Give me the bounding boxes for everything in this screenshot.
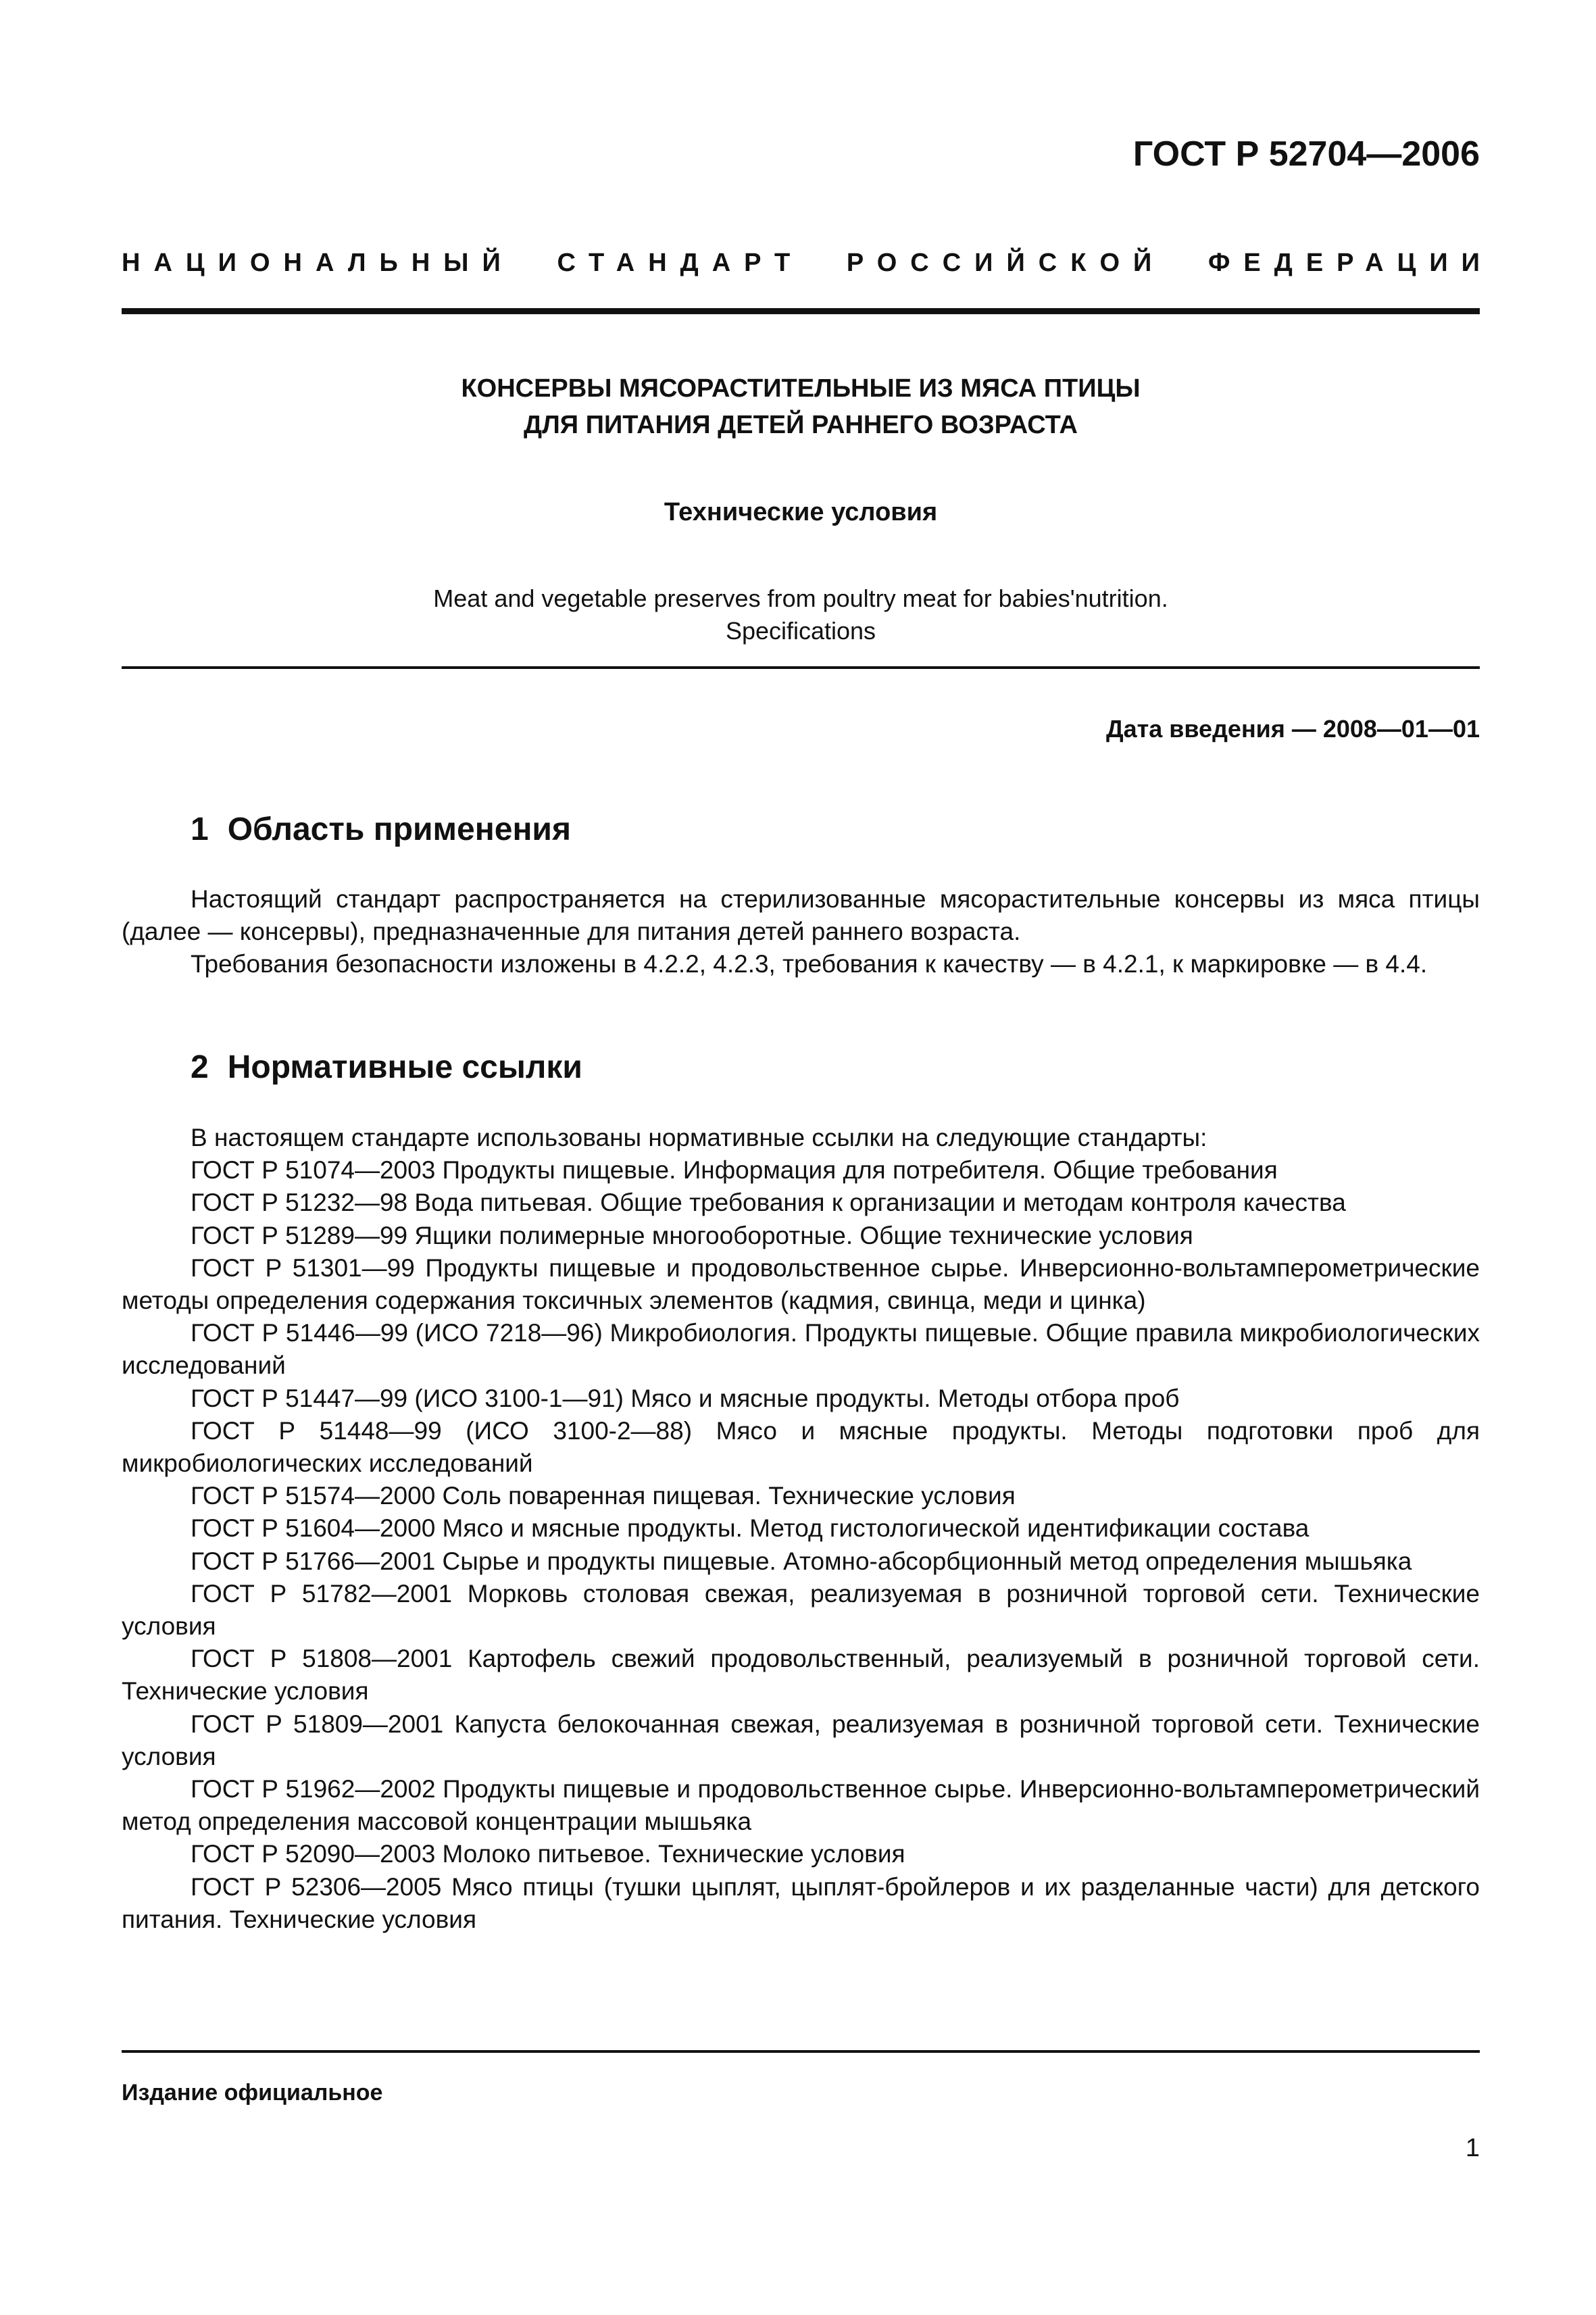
reference-item: ГОСТ Р 52090—2003 Молоко питьевое. Технические условия [191, 1840, 905, 1868]
reference-item: ГОСТ Р 51962—2002 Продукты пищевые и продовольственное сырье. Инверсионно-вольтамперометрический метод определения массовой концентрации мышьяка [122, 1775, 1480, 1836]
references-intro: В настоящем стандарте использованы нормативные ссылки на следующие стандарты: [191, 1124, 1207, 1151]
reference-item: ГОСТ Р 51604—2000 Мясо и мясные продукты. Метод гистологической идентификации состава [191, 1514, 1310, 1543]
section-heading [191, 1049, 582, 1086]
reference-item: ГОСТ Р 51809—2001 Капуста белокочанная свежая, реализуемая в розничной торговой сети. Технические условия [122, 1710, 1480, 1770]
references-list [122, 1122, 1480, 1936]
section-number: 1 [191, 812, 209, 847]
reference-item: ГОСТ Р 51447—99 (ИСО 3100-1—91) Мясо и мясные продукты. Методы отбора проб [191, 1384, 1180, 1412]
english-title-line: Meat and vegetable preserves from poultry meat for babies'nutrition. [433, 584, 1168, 612]
english-title-line: Specifications [725, 617, 876, 645]
title-divider [122, 666, 1480, 669]
reference-item: ГОСТ Р 51446—99 (ИСО 7218—96) Микробиология. Продукты пищевые. Общие правила микробиологических исследований [122, 1319, 1480, 1380]
series-word: СТАНДАРТ [557, 249, 804, 277]
document-number: ГОСТ Р 52704—2006 [1132, 134, 1480, 174]
footer-divider [122, 2050, 1480, 2053]
reference-item: ГОСТ Р 51766—2001 Сырье и продукты пищевые. Атомно-абсорбционный метод определения мышьяка [191, 1547, 1412, 1575]
reference-item: ГОСТ Р 51448—99 (ИСО 3100-2—88) Мясо и мясные продукты. Методы подготовки проб для микробиологических исследований [122, 1416, 1480, 1478]
reference-item: ГОСТ Р 51232—98 Вода питьевая. Общие требования к организации и методам контроля качества [191, 1189, 1346, 1217]
header-divider [122, 308, 1480, 314]
reference-item: ГОСТ Р 51574—2000 Соль поваренная пищевая. Технические условия [191, 1482, 1016, 1510]
section-body [122, 883, 1480, 980]
reference-item: ГОСТ Р 51782—2001 Морковь столовая свежая, реализуемая в розничной торговой сети. Технические условия [122, 1579, 1480, 1641]
section-title: Нормативные ссылки [227, 1049, 582, 1085]
paragraph: Настоящий стандарт распространяется на стерилизованные мясорастительные консервы из мяса птицы (далее — консервы), предназначенные для питания детей раннего возраста. [122, 885, 1480, 945]
title-line: ДЛЯ ПИТАНИЯ ДЕТЕЙ РАННЕГО ВОЗРАСТА [524, 411, 1078, 439]
series-word: НАЦИОНАЛЬНЫЙ [122, 249, 514, 277]
reference-item: ГОСТ Р 52306—2005 Мясо птицы (тушки цыплят, цыплят-бройлеров и их разделанные части) для детского питания. Технические условия [122, 1872, 1480, 1933]
english-title [122, 582, 1480, 647]
section-number: 2 [191, 1049, 209, 1085]
series-word: ФЕДЕРАЦИИ [1207, 249, 1493, 277]
section-heading [191, 811, 571, 848]
page-number: 1 [1465, 2134, 1480, 2162]
document-subtitle: Технические условия [664, 498, 938, 526]
series-word: РОССИЙСКОЙ [846, 249, 1166, 277]
section-title: Область применения [227, 812, 571, 847]
introduction-date: Дата введения — 2008—01—01 [1105, 715, 1480, 743]
document-title [122, 370, 1480, 443]
reference-item: ГОСТ Р 51808—2001 Картофель свежий продовольственный, реализуемый в розничной торговой сети. Технические условия [122, 1645, 1480, 1706]
paragraph: Требования безопасности изложены в 4.2.2, 4.2.3, требования к качеству — в 4.2.1, к маркировке — в 4.4. [191, 950, 1428, 978]
reference-item: ГОСТ Р 51289—99 Ящики полимерные многооборотные. Общие технические условия [191, 1221, 1193, 1249]
reference-item: ГОСТ Р 51301—99 Продукты пищевые и продовольственное сырье. Инверсионно-вольтамперометрические методы определения содержания токсичных элементов (кадмия, свинца, меди и цинка) [122, 1253, 1480, 1315]
edition-label: Издание официальное [122, 2080, 383, 2106]
reference-item: ГОСТ Р 51074—2003 Продукты пищевые. Информация для потребителя. Общие требования [191, 1156, 1278, 1185]
standard-series-heading [122, 249, 1493, 278]
title-line: КОНСЕРВЫ МЯСОРАСТИТЕЛЬНЫЕ ИЗ МЯСА ПТИЦЫ [461, 374, 1141, 403]
